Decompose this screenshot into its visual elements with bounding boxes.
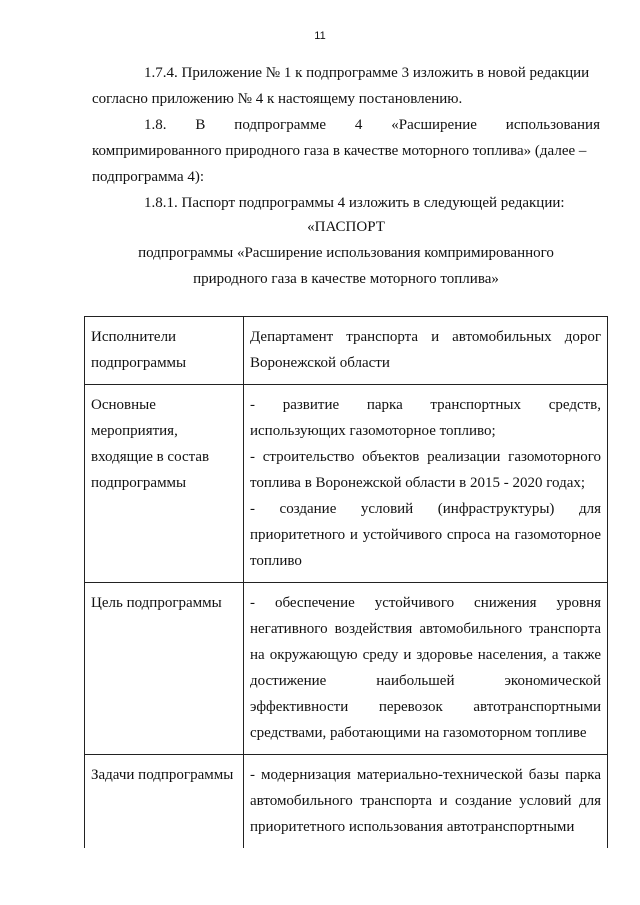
paragraph-1-8-word: В	[195, 117, 206, 133]
paragraph-1-8-line-3: подпрограмма 4):	[92, 169, 205, 185]
passport-title: «ПАСПОРТ	[307, 219, 385, 235]
row-item: - развитие парка транспортных средств, использующих газомоторное топливо;	[250, 397, 601, 439]
paragraph-1-8-word: 1.8.	[144, 117, 167, 133]
paragraph-1-8-line-2: компримированного природного газа в качестве моторного топлива» (далее –	[92, 143, 587, 159]
paragraph-1-8-line-1	[92, 112, 600, 138]
row-item: - создание условий (инфраструктуры) для приоритетного и устойчивого спроса на газомоторное топливо	[250, 501, 601, 569]
table-row	[85, 317, 608, 385]
row-content	[244, 755, 608, 849]
paragraph-1-8-1	[92, 190, 600, 216]
passport-heading	[92, 214, 600, 292]
row-label: Исполнители подпрограммы	[85, 317, 244, 385]
paragraph-1-7-4	[92, 60, 600, 112]
page-number: 11	[314, 30, 326, 42]
row-item: - модернизация материально-технической базы парка автомобильного транспорта и создание условий для приоритетного использования автотранспортными	[250, 767, 601, 835]
paragraph-1-8-1-text: 1.8.1. Паспорт подпрограммы 4 изложить в следующей редакции:	[144, 195, 565, 211]
paragraph-1-8-word: «Расширение	[391, 117, 477, 133]
paragraph-1-7-4-line-2: согласно приложению № 4 к настоящему постановлению.	[92, 91, 463, 107]
passport-subtitle-line-1: подпрограммы «Расширение использования компримированного	[138, 245, 554, 261]
row-item: - строительство объектов реализации газомоторного топлива в Воронежской области в 2015 - 2020 годах;	[250, 449, 601, 491]
paragraph-1-8-word: 4	[354, 117, 363, 133]
table-row	[85, 755, 608, 849]
row-label: Задачи подпрограммы	[85, 755, 244, 849]
paragraph-1-8-word: подпрограмме	[234, 117, 327, 133]
table-row	[85, 385, 608, 583]
paragraph-1-7-4-line-1: 1.7.4. Приложение № 1 к подпрограмме 3 изложить в новой редакции	[144, 65, 590, 81]
passport-subtitle-line-2: природного газа в качестве моторного топлива»	[193, 271, 499, 287]
paragraph-1-8	[92, 112, 600, 190]
row-content	[244, 583, 608, 755]
row-item: - обеспечение устойчивого снижения уровня негативного воздействия автомобильного транспорта на окружающую среду и здоровье населения, а также достижение наибольшей экономической эффективности перевозок автотранспортными средствами, работающими на газомоторном топливе	[250, 595, 601, 741]
table-row	[85, 583, 608, 755]
row-item: Департамент транспорта и автомобильных дорог Воронежской области	[250, 329, 601, 371]
passport-table	[84, 316, 608, 848]
paragraph-1-8-word: использования	[505, 117, 600, 133]
row-label: Основные мероприятия, входящие в состав подпрограммы	[85, 385, 244, 583]
row-label: Цель подпрограммы	[85, 583, 244, 755]
row-content	[244, 317, 608, 385]
row-content	[244, 385, 608, 583]
